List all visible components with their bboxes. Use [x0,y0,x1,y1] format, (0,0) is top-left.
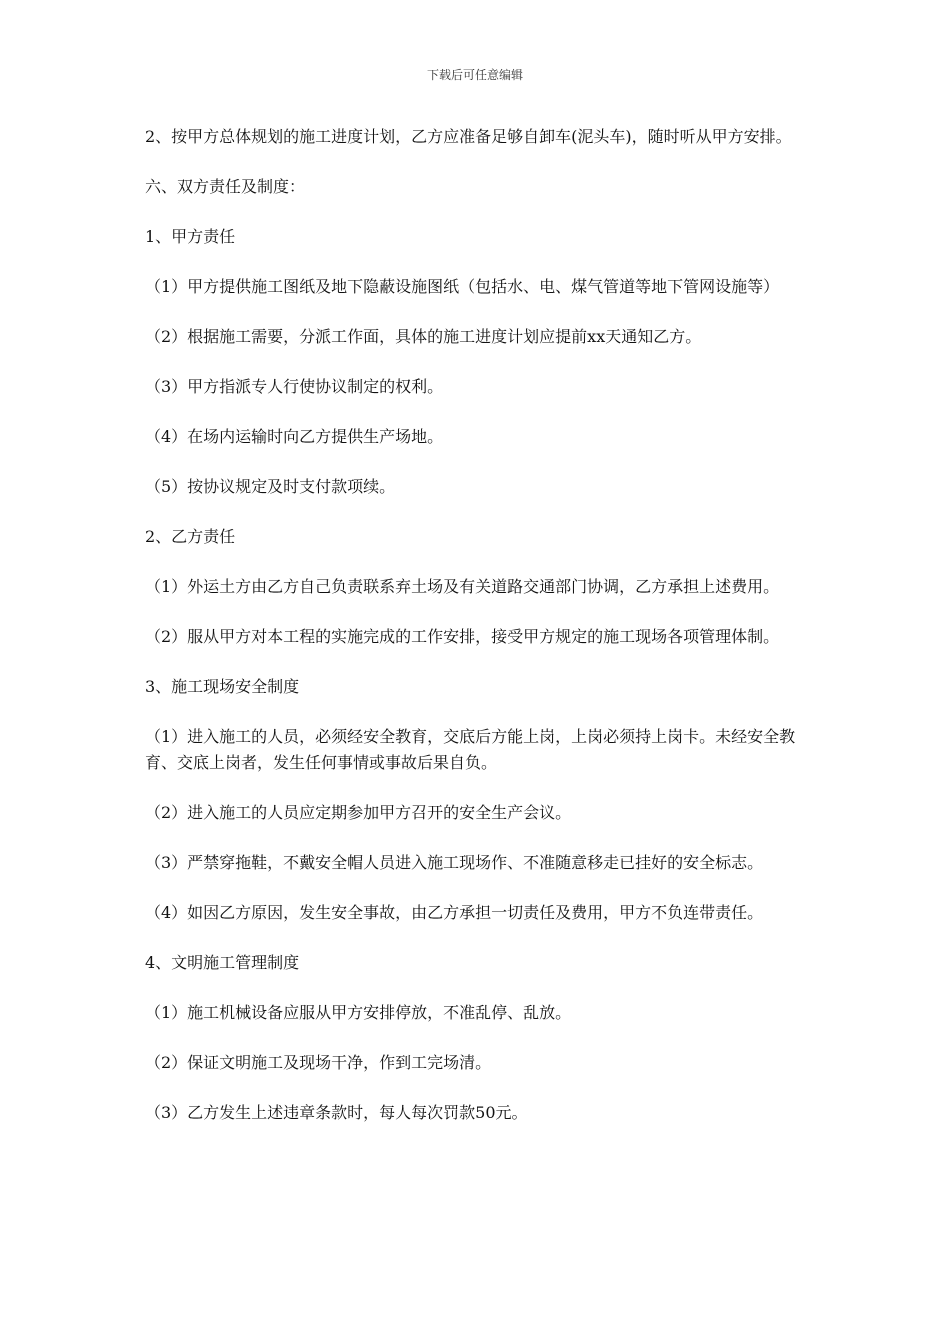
list-item: （2）服从甲方对本工程的实施完成的工作安排，接受甲方规定的施工现场各项管理体制。 [145,627,780,646]
list-item: （3）甲方指派专人行使协议制定的权利。 [145,377,444,396]
list-item: （2）根据施工需要，分派工作面，具体的施工进度计划应提前xx天通知乙方。 [145,327,702,346]
page-header-note: 下载后可任意编辑 [426,68,523,82]
list-item: （1）甲方提供施工图纸及地下隐蔽设施图纸（包括水、电、煤气管道等地下管网设施等） [145,277,780,296]
list-item: （1）进入施工的人员，必须经安全教育，交底后方能上岗，上岗必须持上岗卡。未经安全教育、交底上岗者，发生任何事情或事故后果自负。 [145,727,796,772]
subsection-heading: 4、文明施工管理制度 [145,953,300,972]
list-item: （4）在场内运输时向乙方提供生产场地。 [145,427,444,446]
list-item: （3）严禁穿拖鞋，不戴安全帽人员进入施工现场作、不准随意移走已挂好的安全标志。 [145,853,764,872]
list-item: （3）乙方发生上述违章条款时，每人每次罚款50元。 [145,1103,528,1122]
list-item: （4）如因乙方原因，发生安全事故，由乙方承担一切责任及费用，甲方不负连带责任。 [145,903,764,922]
list-item: （2）保证文明施工及现场干净，作到工完场清。 [145,1053,492,1072]
list-item: （2）进入施工的人员应定期参加甲方召开的安全生产会议。 [145,803,572,822]
list-item: （1）外运土方由乙方自己负责联系弃土场及有关道路交通部门协调，乙方承担上述费用。 [145,577,780,596]
section-heading: 六、双方责任及制度： [145,177,306,196]
list-item: （5）按协议规定及时支付款项续。 [145,477,396,496]
paragraph: 2、按甲方总体规划的施工进度计划，乙方应准备足够自卸车(泥头车)，随时听从甲方安排。 [145,127,792,146]
subsection-heading: 1、甲方责任 [145,227,236,246]
subsection-heading: 2、乙方责任 [145,527,236,546]
subsection-heading: 3、施工现场安全制度 [145,677,300,696]
list-item: （1）施工机械设备应服从甲方安排停放，不准乱停、乱放。 [145,1003,572,1022]
document-body [145,124,820,1150]
